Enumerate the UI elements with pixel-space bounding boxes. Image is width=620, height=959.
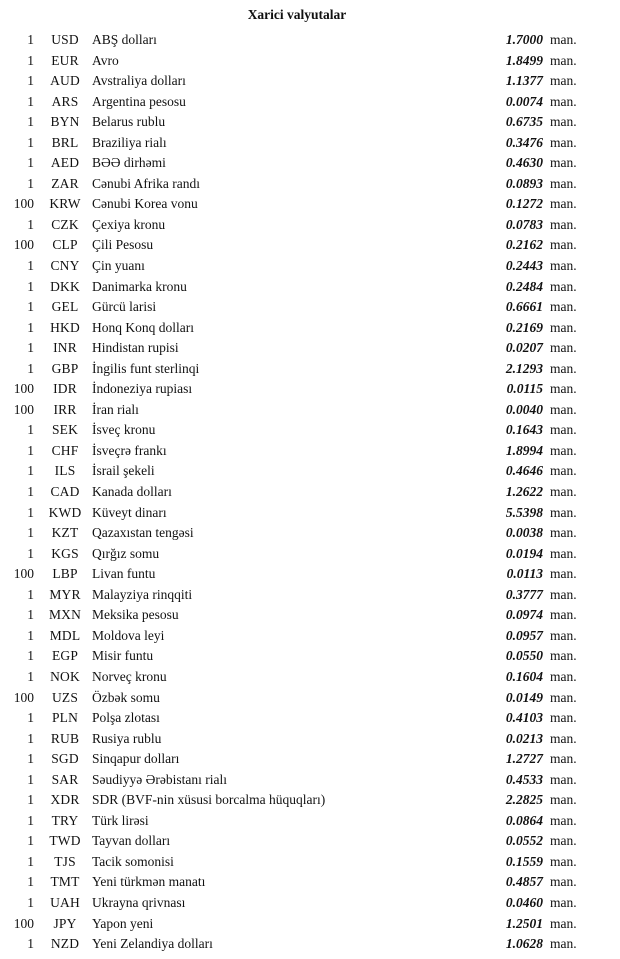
unit-label: man. — [550, 258, 577, 274]
currency-row — [10, 729, 584, 750]
currency-name: Livan funtu — [92, 566, 156, 582]
currency-row — [10, 852, 584, 873]
currency-code: KGS — [51, 545, 79, 561]
quantity-value: 1 — [27, 319, 34, 335]
quantity-value: 1 — [27, 894, 34, 910]
quantity-value: 100 — [13, 381, 34, 397]
quantity-value: 100 — [13, 915, 34, 931]
rate-value: 0.3777 — [505, 586, 543, 602]
currency-name: İsveçrə frankı — [92, 442, 167, 458]
currency-row — [10, 30, 584, 51]
rate-value: 1.0628 — [505, 936, 543, 952]
currency-row — [10, 544, 584, 565]
currency-name: Belarus rublu — [92, 114, 166, 130]
currency-name: İngilis funt sterlinqi — [92, 360, 200, 376]
currency-row — [10, 667, 584, 688]
rate-value: 0.0115 — [506, 381, 543, 397]
currency-row — [10, 688, 584, 709]
quantity-value: 100 — [13, 196, 34, 212]
currency-row — [10, 585, 584, 606]
currency-row — [10, 92, 584, 113]
currency-name: Norveç kronu — [92, 668, 167, 684]
unit-label: man. — [550, 586, 577, 602]
quantity-value: 1 — [27, 32, 34, 47]
currency-name: İsrail şekeli — [92, 463, 155, 479]
currency-name: Tacik somonisi — [92, 853, 174, 869]
rate-value: 0.0040 — [505, 401, 543, 417]
unit-label: man. — [550, 463, 577, 479]
currency-row — [10, 379, 584, 400]
currency-name: ABŞ dolları — [92, 32, 157, 47]
page-title: Xarici valyutalar — [247, 7, 347, 22]
currency-code: MDL — [49, 627, 81, 643]
unit-label: man. — [550, 134, 577, 150]
currency-code: CNY — [50, 258, 80, 274]
unit-label: man. — [550, 237, 577, 253]
currency-code: MYR — [49, 586, 81, 602]
currency-row — [10, 215, 584, 236]
unit-label: man. — [550, 545, 577, 561]
currency-name: Qazaxıstan tengəsi — [92, 525, 194, 541]
unit-label: man. — [550, 751, 577, 767]
currency-code: CHF — [51, 442, 79, 458]
rate-value: 5.5398 — [505, 504, 543, 520]
currency-name: İran rialı — [92, 401, 139, 417]
currency-row — [10, 811, 584, 832]
quantity-value: 1 — [27, 730, 34, 746]
quantity-value: 1 — [27, 52, 34, 68]
rate-value: 0.1272 — [505, 196, 543, 212]
unit-label: man. — [550, 73, 577, 89]
quantity-value: 1 — [27, 792, 34, 808]
unit-label: man. — [550, 175, 577, 191]
unit-label: man. — [550, 319, 577, 335]
rate-value: 0.0460 — [505, 894, 543, 910]
rate-value: 0.4646 — [505, 463, 543, 479]
rate-value: 0.0893 — [505, 175, 543, 191]
quantity-value: 1 — [27, 175, 34, 191]
currency-row — [10, 51, 584, 72]
unit-label: man. — [550, 422, 577, 438]
currency-code: ZAR — [51, 175, 79, 191]
currency-code: TRY — [51, 812, 79, 828]
currency-row — [10, 790, 584, 811]
currency-code: EGP — [51, 648, 79, 664]
currency-row — [10, 831, 584, 852]
currency-row — [10, 400, 584, 421]
currency-code: CZK — [51, 216, 79, 232]
unit-label: man. — [550, 381, 577, 397]
unit-label: man. — [550, 504, 577, 520]
currency-row — [10, 626, 584, 647]
currency-row — [10, 235, 584, 256]
currency-code: LBP — [52, 566, 78, 582]
currency-name: SDR (BVF-nin xüsusi borcalma hüquqları) — [92, 792, 326, 808]
currency-row — [10, 770, 584, 791]
currency-row — [10, 461, 584, 482]
currency-name: Qırğız somu — [92, 545, 160, 561]
unit-label: man. — [550, 525, 577, 541]
currency-code: MXN — [48, 607, 82, 623]
currency-code: KWD — [48, 504, 82, 520]
unit-label: man. — [550, 484, 577, 500]
currency-code: TMT — [50, 874, 80, 890]
currency-row — [10, 133, 584, 154]
quantity-value: 1 — [27, 442, 34, 458]
currency-row — [10, 338, 584, 359]
currency-row — [10, 934, 584, 955]
currency-row — [10, 503, 584, 524]
rate-value: 1.2501 — [505, 915, 543, 931]
currency-name: Argentina pesosu — [92, 93, 186, 109]
rate-value: 0.0113 — [506, 566, 543, 582]
rate-value: 0.1559 — [505, 853, 543, 869]
currency-name: Çexiya kronu — [92, 216, 166, 232]
currency-code: TJS — [54, 853, 76, 869]
unit-label: man. — [550, 114, 577, 130]
unit-label: man. — [550, 894, 577, 910]
quantity-value: 1 — [27, 93, 34, 109]
currency-name: Sinqapur dolları — [92, 751, 180, 767]
rate-value: 1.1377 — [505, 73, 543, 89]
unit-label: man. — [550, 155, 577, 171]
currency-code: CAD — [50, 484, 80, 500]
quantity-value: 1 — [27, 299, 34, 315]
rate-value: 2.1293 — [505, 360, 543, 376]
currency-name: Özbək somu — [92, 689, 160, 705]
rate-value: 0.4857 — [505, 874, 543, 890]
currency-row — [10, 605, 584, 626]
rate-value: 0.4630 — [505, 155, 543, 171]
quantity-value: 1 — [27, 278, 34, 294]
quantity-value: 100 — [13, 401, 34, 417]
currency-code: ILS — [54, 463, 76, 479]
currency-name: Səudiyyə Ərəbistanı rialı — [92, 771, 227, 787]
rate-value: 0.0074 — [505, 93, 543, 109]
currency-code: INR — [53, 340, 77, 356]
quantity-value: 1 — [27, 751, 34, 767]
currency-name: Honq Konq dolları — [92, 319, 194, 335]
currency-code: BYN — [50, 114, 80, 130]
currency-code: CLP — [52, 237, 78, 253]
currency-name: Moldova leyi — [92, 627, 165, 643]
currency-name: Malayziya rinqqiti — [92, 586, 193, 602]
unit-label: man. — [550, 689, 577, 705]
currency-row — [10, 914, 584, 935]
quantity-value: 1 — [27, 668, 34, 684]
quantity-value: 1 — [27, 874, 34, 890]
rate-value: 0.4103 — [505, 710, 543, 726]
rate-value: 0.6735 — [505, 114, 543, 130]
currency-code: KRW — [49, 196, 81, 212]
currency-row — [10, 523, 584, 544]
currency-row — [10, 564, 584, 585]
currency-name: Yeni Zelandiya dolları — [92, 936, 213, 952]
quantity-value: 1 — [27, 155, 34, 171]
rate-value: 0.0864 — [505, 812, 543, 828]
rate-value: 0.4533 — [505, 771, 543, 787]
rate-value: 0.0783 — [505, 216, 543, 232]
quantity-value: 1 — [27, 73, 34, 89]
unit-label: man. — [550, 32, 577, 47]
currency-row — [10, 646, 584, 667]
currency-name: Yapon yeni — [92, 915, 154, 931]
currency-code: IRR — [53, 401, 77, 417]
currency-row — [10, 277, 584, 298]
rate-value: 0.0149 — [505, 689, 543, 705]
rate-value: 0.1604 — [505, 668, 543, 684]
unit-label: man. — [550, 52, 577, 68]
quantity-value: 100 — [13, 237, 34, 253]
currency-row — [10, 708, 584, 729]
currency-name: Cənubi Afrika randı — [92, 175, 200, 191]
quantity-value: 100 — [13, 689, 34, 705]
rate-value: 0.2169 — [505, 319, 543, 335]
rate-value: 0.0194 — [505, 545, 543, 561]
currency-code: BRL — [51, 134, 79, 150]
quantity-value: 100 — [13, 566, 34, 582]
unit-label: man. — [550, 442, 577, 458]
currency-code: NOK — [50, 668, 80, 684]
currency-name: Türk lirəsi — [92, 812, 149, 828]
rate-value: 0.1643 — [505, 422, 543, 438]
quantity-value: 1 — [27, 484, 34, 500]
currency-name: Cənubi Korea vonu — [92, 196, 198, 212]
currency-name: Küveyt dinarı — [92, 504, 167, 520]
rate-value: 0.0552 — [505, 833, 543, 849]
unit-label: man. — [550, 627, 577, 643]
currency-row — [10, 482, 584, 503]
currency-code: ARS — [51, 93, 79, 109]
currency-row — [10, 872, 584, 893]
currency-name: İsveç kronu — [92, 422, 156, 438]
unit-label: man. — [550, 607, 577, 623]
currency-code: HKD — [50, 319, 80, 335]
currency-code: XDR — [50, 792, 80, 808]
quantity-value: 1 — [27, 216, 34, 232]
rate-value: 0.3476 — [505, 134, 543, 150]
quantity-value: 1 — [27, 853, 34, 869]
currency-row — [10, 194, 584, 215]
quantity-value: 1 — [27, 545, 34, 561]
rate-value: 0.2162 — [505, 237, 543, 253]
currency-row — [10, 441, 584, 462]
currency-row — [10, 112, 584, 133]
unit-label: man. — [550, 648, 577, 664]
rate-value: 0.2443 — [505, 258, 543, 274]
unit-label: man. — [550, 771, 577, 787]
currency-row — [10, 420, 584, 441]
currency-code: GBP — [51, 360, 79, 376]
quantity-value: 1 — [27, 812, 34, 828]
currency-code: KZT — [51, 525, 79, 541]
currency-name: BƏƏ dirhəmi — [92, 155, 166, 171]
currency-name: Tayvan dolları — [92, 833, 171, 849]
currency-name: Danimarka kronu — [92, 278, 187, 294]
currency-code: JPY — [53, 915, 77, 931]
unit-label: man. — [550, 792, 577, 808]
currency-code: RUB — [50, 730, 80, 746]
rate-value: 0.0550 — [505, 648, 543, 664]
rate-value: 2.2825 — [505, 792, 543, 808]
unit-label: man. — [550, 936, 577, 952]
rate-value: 1.2622 — [505, 484, 543, 500]
unit-label: man. — [550, 668, 577, 684]
currency-code: EUR — [51, 52, 79, 68]
currency-name: Çin yuanı — [92, 258, 145, 274]
rate-value: 0.2484 — [505, 278, 543, 294]
currency-code: AUD — [50, 73, 80, 89]
currency-row — [10, 256, 584, 277]
rate-value: 0.0213 — [505, 730, 543, 746]
currency-code: SGD — [51, 751, 79, 767]
currency-code: GEL — [51, 299, 79, 315]
unit-label: man. — [550, 710, 577, 726]
currency-code: UAH — [50, 894, 80, 910]
currency-row — [10, 893, 584, 914]
currency-code: UZS — [51, 689, 79, 705]
unit-label: man. — [550, 93, 577, 109]
currency-name: Gürcü larisi — [92, 299, 157, 315]
currency-row — [10, 71, 584, 92]
currency-code: USD — [51, 32, 79, 47]
quantity-value: 1 — [27, 936, 34, 952]
currency-row — [10, 749, 584, 770]
currency-code: SAR — [51, 771, 79, 787]
currency-name: Misir funtu — [92, 648, 154, 664]
rate-value: 0.0207 — [505, 340, 543, 356]
rate-value: 0.0957 — [505, 627, 543, 643]
rate-value: 1.7000 — [505, 32, 543, 47]
currency-name: Ukrayna qrivnası — [92, 894, 186, 910]
currency-name: Kanada dolları — [92, 484, 172, 500]
quantity-value: 1 — [27, 525, 34, 541]
quantity-value: 1 — [27, 833, 34, 849]
quantity-value: 1 — [27, 134, 34, 150]
quantity-value: 1 — [27, 114, 34, 130]
unit-label: man. — [550, 278, 577, 294]
unit-label: man. — [550, 216, 577, 232]
currency-code: IDR — [53, 381, 77, 397]
currency-name: Yeni türkmən manatı — [92, 874, 206, 890]
currency-code: SEK — [51, 422, 79, 438]
quantity-value: 1 — [27, 607, 34, 623]
currency-code: AED — [50, 155, 80, 171]
unit-label: man. — [550, 730, 577, 746]
rate-value: 1.8994 — [505, 442, 543, 458]
quantity-value: 1 — [27, 422, 34, 438]
quantity-value: 1 — [27, 710, 34, 726]
quantity-value: 1 — [27, 586, 34, 602]
currency-name: Braziliya rialı — [92, 134, 167, 150]
unit-label: man. — [550, 812, 577, 828]
rate-value: 0.0974 — [505, 607, 543, 623]
quantity-value: 1 — [27, 627, 34, 643]
quantity-value: 1 — [27, 504, 34, 520]
currency-name: Avstraliya dolları — [92, 73, 186, 89]
quantity-value: 1 — [27, 463, 34, 479]
unit-label: man. — [550, 340, 577, 356]
currency-row — [10, 318, 584, 339]
currency-name: Avro — [92, 52, 119, 68]
unit-label: man. — [550, 566, 577, 582]
unit-label: man. — [550, 915, 577, 931]
currency-code: TWD — [49, 833, 81, 849]
rate-value: 0.0038 — [505, 525, 543, 541]
rate-value: 0.6661 — [505, 299, 543, 315]
quantity-value: 1 — [27, 258, 34, 274]
currency-name: İndoneziya rupiası — [92, 381, 193, 397]
currency-row — [10, 153, 584, 174]
unit-label: man. — [550, 196, 577, 212]
quantity-value: 1 — [27, 340, 34, 356]
unit-label: man. — [550, 299, 577, 315]
currency-name: Meksika pesosu — [92, 607, 179, 623]
currency-code: NZD — [50, 936, 80, 952]
unit-label: man. — [550, 401, 577, 417]
quantity-value: 1 — [27, 648, 34, 664]
unit-label: man. — [550, 853, 577, 869]
currency-row — [10, 174, 584, 195]
rate-value: 1.8499 — [505, 52, 543, 68]
currency-rate-table — [10, 30, 584, 955]
quantity-value: 1 — [27, 360, 34, 376]
unit-label: man. — [550, 874, 577, 890]
currency-code: PLN — [51, 710, 79, 726]
currency-code: DKK — [50, 278, 80, 294]
rate-value: 1.2727 — [505, 751, 543, 767]
currency-name: Çili Pesosu — [92, 237, 154, 253]
currency-row — [10, 359, 584, 380]
unit-label: man. — [550, 360, 577, 376]
currency-name: Hindistan rupisi — [92, 340, 179, 356]
quantity-value: 1 — [27, 771, 34, 787]
currency-name: Polşa zlotası — [92, 710, 160, 726]
currency-name: Rusiya rublu — [92, 730, 162, 746]
currency-row — [10, 297, 584, 318]
unit-label: man. — [550, 833, 577, 849]
